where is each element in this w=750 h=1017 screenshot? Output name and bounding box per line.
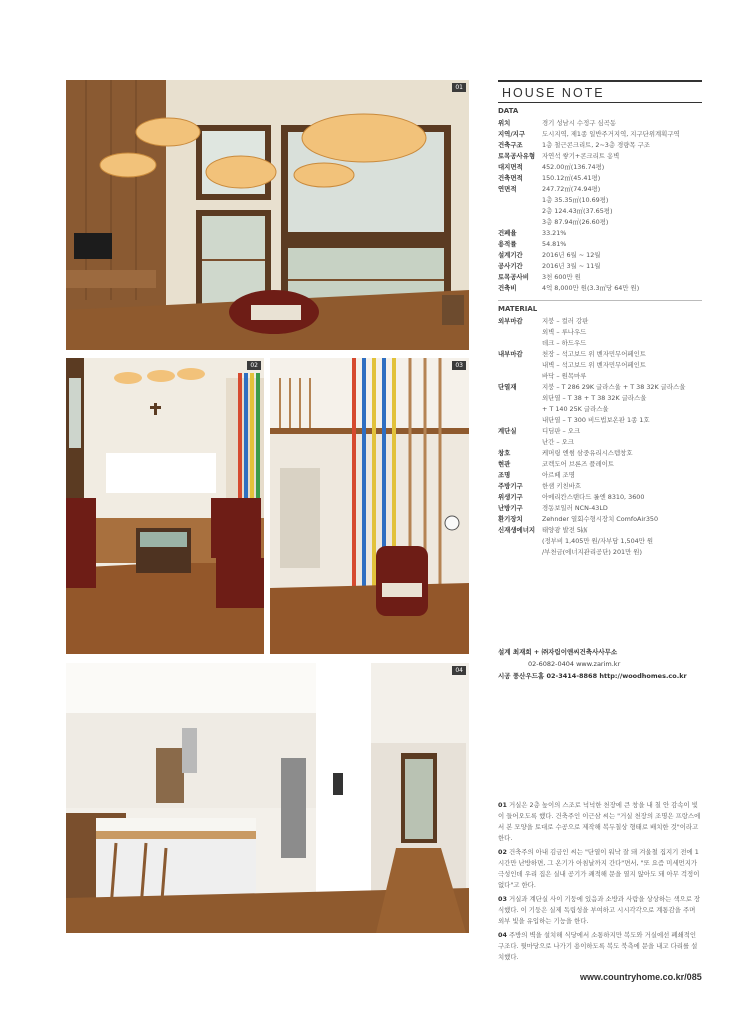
caption-number: 01 bbox=[498, 801, 507, 809]
row-value: 코렉도어 브론즈 플레이트 bbox=[542, 460, 614, 468]
caption-text: 거실은 2층 높이의 스조로 넉넉한 천장에 큰 창을 내 칠 안 감속이 빛이 들어오도록 했다. 건축주인 이근삼 씨는 "거실 천장의 조명은 프랑스에서 본 모양을 토대로 수공으로 제작해 복두칠상 형태로 배치한 것"이라고 한다. bbox=[498, 801, 701, 842]
row-value: 경기 성남시 수정구 심곡동 bbox=[542, 119, 617, 127]
table-row bbox=[498, 525, 702, 536]
photo-staircase bbox=[270, 358, 469, 654]
row-label bbox=[498, 536, 542, 547]
row-value: 아르떼 조명 bbox=[542, 471, 575, 479]
table-row bbox=[498, 448, 702, 459]
table-row bbox=[498, 349, 702, 360]
photo-number: 01 bbox=[452, 83, 466, 92]
row-label: 대지면적 bbox=[498, 163, 523, 171]
table-row bbox=[498, 316, 702, 327]
row-value: 33.21% bbox=[542, 229, 567, 237]
row-value: 247.72㎡(74.94평) bbox=[542, 185, 601, 193]
row-label: 환기장치 bbox=[498, 515, 523, 523]
row-value: 내단열 – T 300 비드법보온판 1종 1호 bbox=[542, 416, 650, 424]
design-credit: 설계 최재희 + ㈜자림이앤씨건축사사무소 bbox=[498, 648, 618, 656]
table-row bbox=[498, 206, 702, 217]
row-label: 조명 bbox=[498, 471, 511, 479]
row-value: 외벽 – 루나우드 bbox=[542, 328, 587, 336]
row-value: 천장 – 석고보드 위 벤자민무어페인트 bbox=[542, 350, 646, 358]
table-row bbox=[498, 272, 702, 283]
row-label bbox=[498, 360, 542, 371]
house-note-title: HOUSE NOTE bbox=[498, 80, 702, 103]
row-label: 외부마감 bbox=[498, 317, 523, 325]
table-row bbox=[498, 151, 702, 162]
row-value: + T 140 25K 글라스울 bbox=[542, 405, 609, 413]
table-row bbox=[498, 470, 702, 481]
row-label: 건축구조 bbox=[498, 141, 523, 149]
table-row bbox=[498, 184, 702, 195]
table-row bbox=[498, 239, 702, 250]
row-label: 위생기구 bbox=[498, 493, 523, 501]
table-row bbox=[498, 459, 702, 470]
row-label: 주방기구 bbox=[498, 482, 523, 490]
row-value: 3천 600만 원 bbox=[542, 273, 581, 281]
table-row bbox=[498, 547, 702, 558]
table-row bbox=[498, 118, 702, 129]
row-value: (정부비 1,405만 원/자부담 1,504만 원 bbox=[542, 537, 654, 545]
row-label: 건폐율 bbox=[498, 229, 517, 237]
table-row bbox=[498, 283, 702, 294]
row-value: 외단열 – T 38 + T 38 32K 글라스울 bbox=[542, 394, 647, 402]
caption-paragraph bbox=[498, 930, 702, 963]
photo-number: 04 bbox=[452, 666, 466, 675]
row-label: 단열재 bbox=[498, 383, 517, 391]
row-value: 경동보일러 NCN-43LD bbox=[542, 504, 608, 512]
data-section-title: DATA bbox=[498, 107, 519, 115]
row-value: 바닥 – 원목마루 bbox=[542, 372, 587, 380]
row-value: 도시지역, 제1종 일반주거지역, 지구단위계획구역 bbox=[542, 130, 680, 138]
table-row bbox=[498, 415, 702, 426]
table-row bbox=[498, 371, 702, 382]
caption-paragraph bbox=[498, 800, 702, 844]
row-value: 1층 35.35㎡(10.69평) bbox=[542, 196, 609, 204]
row-label bbox=[498, 371, 542, 382]
row-label: 위치 bbox=[498, 119, 511, 127]
credits bbox=[498, 646, 702, 682]
row-label bbox=[498, 195, 542, 206]
row-value: 150.12㎡(45.41평) bbox=[542, 174, 601, 182]
table-row bbox=[498, 250, 702, 261]
row-label: 창호 bbox=[498, 449, 511, 457]
caption-paragraph bbox=[498, 847, 702, 891]
row-label: 건축면적 bbox=[498, 174, 523, 182]
material-section-title: MATERIAL bbox=[498, 305, 538, 313]
photo-living-room bbox=[66, 80, 469, 350]
photo-living-room-wide bbox=[66, 358, 264, 654]
caption-text: 주방의 벽을 설치해 식당에서 소통하지만 복도와 거실에선 폐쇄적인 구조다. 뒷마당으로 나가기 용이하도록 복도 북측에 문을 내고 다리를 설치했다. bbox=[498, 931, 698, 961]
caption-text: 거실과 계단실 사이 기둥에 있음과 소방과 사람을 상상하는 색으로 장식했다. 이 기둥은 실제 독립성을 부여하고 시시각각으로 계통감을 주며 외부 빛을 유입하는 기능을 한다. bbox=[498, 895, 701, 925]
row-label bbox=[498, 393, 542, 404]
table-row bbox=[498, 338, 702, 349]
table-row bbox=[498, 228, 702, 239]
design-contact: 02-6082-0404 www.zarim.kr bbox=[528, 660, 621, 668]
table-row bbox=[498, 360, 702, 371]
table-row bbox=[498, 481, 702, 492]
row-value: 2층 124.43㎡(37.65평) bbox=[542, 207, 613, 215]
material-table bbox=[498, 316, 702, 558]
row-label: 설계기간 bbox=[498, 251, 523, 259]
table-row bbox=[498, 195, 702, 206]
row-value: Zehnder 열회수형시장치 ComfoAir350 bbox=[542, 515, 659, 523]
row-value: 한샘 키친바흐 bbox=[542, 482, 582, 490]
divider bbox=[498, 300, 702, 301]
data-table bbox=[498, 118, 702, 294]
caption-number: 04 bbox=[498, 931, 507, 939]
row-value: 난간 – 오크 bbox=[542, 438, 574, 446]
row-label bbox=[498, 206, 542, 217]
row-label: 계단실 bbox=[498, 427, 517, 435]
row-label bbox=[498, 547, 542, 558]
page-footer: www.countryhome.co.kr/085 bbox=[580, 972, 702, 982]
row-label: 토목공사유형 bbox=[498, 152, 536, 160]
table-row bbox=[498, 404, 702, 415]
caption-number: 02 bbox=[498, 848, 507, 856]
house-note bbox=[498, 80, 702, 558]
row-label bbox=[498, 415, 542, 426]
table-row bbox=[498, 514, 702, 525]
row-label: 용적률 bbox=[498, 240, 517, 248]
row-label: 토목공사비 bbox=[498, 273, 529, 281]
table-row bbox=[498, 162, 702, 173]
photo-number: 02 bbox=[247, 361, 261, 370]
table-row bbox=[498, 327, 702, 338]
row-label bbox=[498, 404, 542, 415]
photo-kitchen bbox=[66, 663, 469, 933]
row-label: 연면적 bbox=[498, 185, 517, 193]
row-value: 2016년 6월 ~ 12월 bbox=[542, 251, 601, 259]
row-label bbox=[498, 437, 542, 448]
row-label: 현관 bbox=[498, 460, 511, 468]
row-value: 케머링 엔썸 삼중유리시스템창호 bbox=[542, 449, 633, 457]
table-row bbox=[498, 393, 702, 404]
row-value: 452.00㎡(136.74평) bbox=[542, 163, 605, 171]
row-label bbox=[498, 217, 542, 228]
row-label bbox=[498, 327, 542, 338]
photo-captions bbox=[498, 800, 702, 966]
caption-number: 03 bbox=[498, 895, 507, 903]
row-value: /부천금(에너지관리공단) 201만 원) bbox=[542, 548, 642, 556]
row-value: 1층 철근콘크리트, 2~3층 경량목 구조 bbox=[542, 141, 650, 149]
table-row bbox=[498, 217, 702, 228]
row-label: 지역/지구 bbox=[498, 130, 526, 138]
build-credit: 시공 풍산우드홈 02-3414-8868 http://woodhomes.co.kr bbox=[498, 672, 687, 680]
row-value: 디딤판 – 오크 bbox=[542, 427, 581, 435]
caption-text: 건축주의 아내 김금인 씨는 "단열이 워낙 잘 돼 겨울철 집지기 전에 1시간만 난방하면, 그 온기가 아침날까지 간다"면서, "또 요즘 미세먼지가 극성인데 우리 집은 실내 공기가 쾌적해 문을 열지 않아도 돼 아무 걱정이 없다"고 한다. bbox=[498, 848, 700, 889]
row-value: 내벽 – 석고보드 위 벤자민무어페인트 bbox=[542, 361, 646, 369]
row-label bbox=[498, 338, 542, 349]
photo-number: 03 bbox=[452, 361, 466, 370]
row-value: 3층 87.94㎡(26.60평) bbox=[542, 218, 609, 226]
row-label: 내부마감 bbox=[498, 350, 523, 358]
row-label: 신재생에너지 bbox=[498, 526, 536, 534]
row-value: 자연석 쌓기+콘크리트 옹벽 bbox=[542, 152, 620, 160]
caption-paragraph bbox=[498, 894, 702, 927]
row-value: 데크 – 하드우드 bbox=[542, 339, 587, 347]
table-row bbox=[498, 536, 702, 547]
table-row bbox=[498, 437, 702, 448]
row-value: 지붕 – T 286 29K 글라스울 + T 38 32K 글라스울 bbox=[542, 383, 686, 391]
row-value: 아메리칸스탠다드 롤엔 8310, 3600 bbox=[542, 493, 645, 501]
row-value: 지붕 – 컬러 강판 bbox=[542, 317, 589, 325]
row-label: 건축비 bbox=[498, 284, 517, 292]
row-label: 공사기간 bbox=[498, 262, 523, 270]
table-row bbox=[498, 492, 702, 503]
row-value: 54.81% bbox=[542, 240, 567, 248]
table-row bbox=[498, 173, 702, 184]
row-value: 태양광 발전 5㎾ bbox=[542, 526, 588, 534]
table-row bbox=[498, 503, 702, 514]
row-value: 2016년 3월 ~ 11월 bbox=[542, 262, 601, 270]
row-value: 4억 8,000만 원(3.3㎡당 64만 원) bbox=[542, 284, 640, 292]
table-row bbox=[498, 382, 702, 393]
table-row bbox=[498, 261, 702, 272]
row-label: 난방기구 bbox=[498, 504, 523, 512]
table-row bbox=[498, 129, 702, 140]
table-row bbox=[498, 140, 702, 151]
table-row bbox=[498, 426, 702, 437]
